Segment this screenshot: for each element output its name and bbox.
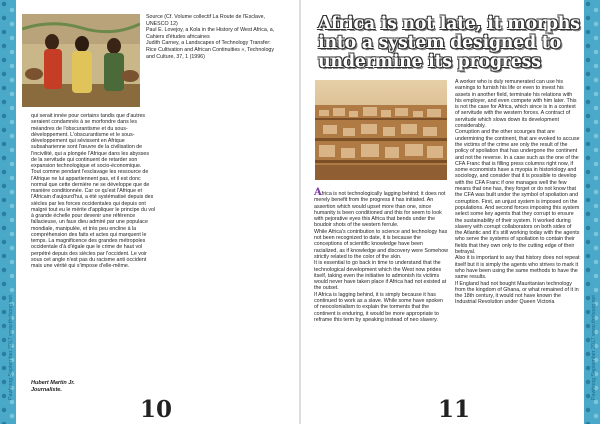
paragraph: Tout comme pendant l'esclavage les ressource de l'Afrique ne lui appartiennent pas, et il est donc normal que cette dernière ne se développe que de manière conditionnée. Car ce qu'est l'Afrique et l'Africain d'aujourd'hui, a été systématisé depuis des siècles par les forces occidentales qui depuis ont malgré tout eu le mérite d'appliquer le principe du vol à grande échelle pour devenir une référence fallacieuse, un faux dieu admiré par une populace mondiale, manipulée, et très peu encline à la compréhension des faits et actes qui marquent le temps. La magnificence des grandes métropoles occidentale d'à d'égale que le crime de haut vol perpétré depuis des siècles par l'occident. Le voir sous cet angle n'est pas du racisme anti occident mais une vérité qui s'impose d'elle-même.: [31, 169, 156, 269]
african-painting-image: [22, 14, 140, 107]
article-column-middle: [314, 187, 448, 323]
paragraph-text: frica is not technologically lagging behind; it does not merely benefit from the progress it has initiated. An assertion which would upset more than one, since humanity is been conditioned and this for seem to look with pejorative eyes this Africa that bends under the boudoir shots of the western ferrule.: [314, 191, 446, 229]
paragraph: qui serait innée pour certains tandis que d'autres seraient condamnés à se morfondre dans les méandres de l'obscurantisme et du sous-développement. L'obscurantisme et le sous-développement qui sévissent en Afrique subsaharienne sont l'œuvre de la civilisation de l'incivilité, qui a plongée l'Afrique dans les abysses de la servitude qui continuent de retarder son expansion technologique et socio-économique.: [31, 113, 150, 169]
page-fold: [299, 0, 301, 424]
paragraph: If Africa is lagging behind, it is simply because it has continued to work as a slave. While some have spoken of neocolonialism to explain the torments that the continent is enduring, it would be more appropriate to reframe this term by speaking instead of neo slavery.: [314, 291, 443, 323]
paragraph: While Africa's contribution to science and technology has not been recognized to date, it is because the conceptions of scientific knowledge have been racialized, as if knowledge and discovery were Somehow strictly related to the color of the skin.: [314, 228, 448, 260]
paragraph: Also it is important to say that history does not repeat itself but it is simply the agents who strives to mark it who have been using the same methods to have the same results.: [455, 255, 580, 281]
left-article-body: [31, 113, 156, 269]
left-vertical-caption: Pawhoog September 2017 www.thehoog.net: [8, 295, 14, 400]
author-name: Hubert Martin Jr.: [31, 380, 75, 386]
article-title: Africa is not late, it morphs into a system designed to undermine its progress: [318, 14, 580, 72]
source-line: Paul E. Lovejoy, a Kola in the History of West Africa, a, Cahiers d'études africaines: [146, 27, 275, 40]
city-aerial-photo: [315, 80, 447, 180]
right-vertical-caption: Pawhoog September 2017 www.thehoog.net: [591, 295, 597, 400]
drop-cap: A: [314, 187, 322, 198]
author-signature: [31, 380, 75, 394]
paragraph: Corruption and the other scourges that are undermining the continent, that are evoked to accuse the victims of the crime are only the result of the policy of spoliation that has undergone the continent and not the reverse. In a case such as the one of the CFA Franc that is filling press columns right now, if some economists have a myopia in historiology and sociology, and consider that it is possible to develop with the CFA Franc if one manages well the few means that one has, they forget or do not know that the CFA was built under the symbol of spoliation and corruption. First, an unjust system is imposed on the populations. And second forces imposing this system select some key agents that they corrupt to ensure the sustainability of their system. It worked during slavery with corrupt collaborators on both sides of the Atlantic and it's still working today with the agents who serve the systems of spoliation to contain their fields that they own only to the cutting edge of their betrayal.: [455, 129, 580, 256]
article-column-right: [455, 79, 580, 306]
source-references: [146, 14, 281, 60]
author-role: Journaliste.: [31, 387, 62, 393]
paragraph: A worker who is duly remunerated can use his earnings to furnish his life or even to invest his assets in another field, terminate his relations with his employer, and even compete with him later. This is not the case for Africa, which since is in a context of servitude with the western forces. A contract of servitude which slows down its development considerably.: [455, 79, 577, 130]
paragraph: It is essential to go back in time to understand that the technological development which the West now prides itself, taking even the initiative to admonish its victims would never have taken place if Africa had not existed at the outset.: [314, 260, 447, 292]
source-line: Source (Cf. Volume collectif La Route de l'Esclave, UNESCO 12): [146, 14, 266, 27]
page-number-left: 10: [140, 396, 173, 423]
paragraph: [314, 187, 448, 229]
paragraph: If England had not bought Mauritanian technology from the kingdom of Ghana, or what remained of it in the 18th century, it would not have known the Industrial Revolution under Queen Victoria: [455, 280, 579, 306]
source-line: Judith Carney, a Landscapes of Technology Transfer: Rice Cultivation and African Continuities », Technology and Culture, 37, 1 (1996): [146, 40, 274, 60]
page-number-right: 11: [438, 396, 471, 423]
